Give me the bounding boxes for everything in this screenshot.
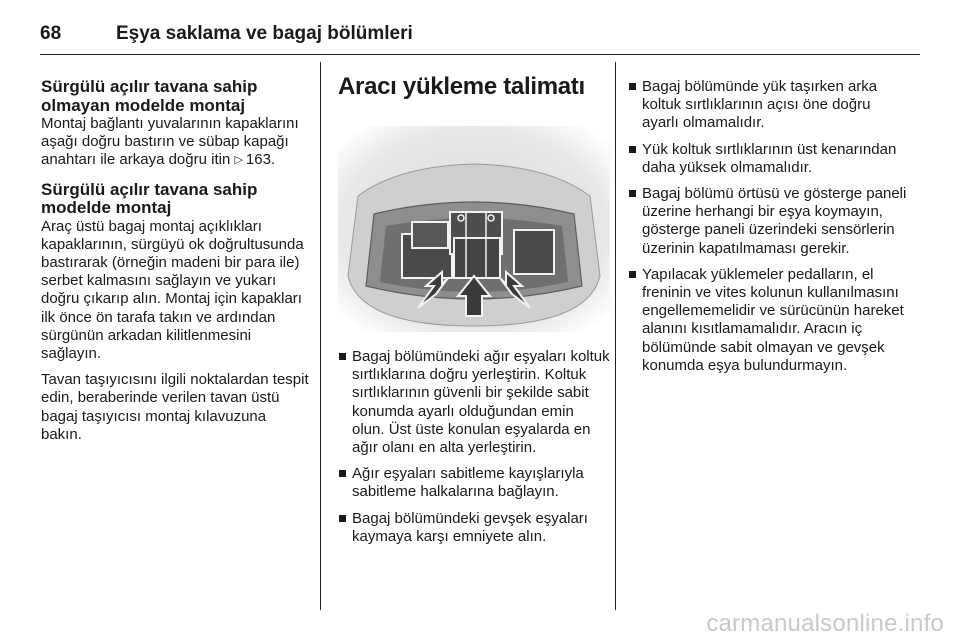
list-item (628, 266, 908, 375)
section-body-sunroof-1: Araç üstü bagaj montaj açıklıkları kapaklarının, sürgüyü ok doğrultusunda bastırarak (örneğin madeni bir para ile) serbet kalmasını sağlayın ve yukarı doğru çıkarıp alın. Montaj için kapakları ilk önce ön tarafa takın ve ardından sürgünün arkadan kilitlenmesini sağlayın. (41, 217, 304, 363)
list-item-text: Bagaj bölümünde yük taşırken arka koltuk sırtlıklarının açısı öne doğru ayarlı olmamalıdır. (642, 78, 878, 132)
list-item (338, 465, 610, 501)
bullet-square-icon (339, 515, 346, 522)
loading-warnings-list (628, 78, 908, 375)
bullet-square-icon (339, 353, 346, 360)
list-item (338, 510, 610, 546)
list-item (338, 348, 610, 457)
list-item-text: Yük koltuk sırtlıklarının üst kenarından daha yüksek olmamalıdır. (642, 140, 897, 176)
list-item (628, 141, 908, 177)
bullet-square-icon (629, 271, 636, 278)
section-body-no-sunroof (41, 115, 309, 171)
list-item-text: Yapılacak yüklemeler pedalların, el freninin ve vites kolunun kullanılmasını engellememelidir ve sürücünün hareket alanını kısıtlamamalıdır. Aracın iç bölümünde sabit olmayan ve gevşek konumda eşya bulundurmayın. (642, 265, 904, 374)
middle-column-list (338, 348, 610, 554)
middle-column (338, 72, 610, 100)
page-header (40, 14, 920, 55)
page-reference[interactable]: 163. (245, 151, 276, 169)
reference-arrow-icon: ▷ (234, 154, 243, 167)
body-text: Montaj bağlantı yuvalarının kapaklarını aşağı doğru bastırın ve sübap kapağı anahtarı ile arkaya doğru itin (41, 115, 299, 169)
bullet-square-icon (629, 146, 636, 153)
section-heading-no-sunroof: Sürgülü açılır tavana sahip olmayan modelde montaj (41, 77, 258, 115)
chapter-title: Eşya saklama ve bagaj bölümleri (116, 23, 413, 44)
car-trunk-loading-illustration (338, 126, 610, 332)
list-item-text: Ağır eşyaları sabitleme kayışlarıyla sabitleme halkalarına bağlayın. (352, 465, 584, 501)
bullet-square-icon (339, 470, 346, 477)
page-number: 68 (40, 23, 62, 44)
list-item-text: Bagaj bölümü örtüsü ve gösterge paneli üzerine herhangi bir eşya koymayın, gösterge paneli üzerindeki sensörlerin üzerinin kapatılmaması gerekir. (642, 185, 907, 257)
watermark-text: carmanualsonline.info (706, 610, 944, 637)
bullet-square-icon (629, 190, 636, 197)
section-heading-sunroof: Sürgülü açılır tavana sahip modelde montaj (41, 179, 258, 218)
section-heading-loading: Aracı yükleme talimatı (338, 73, 585, 100)
section-body-sunroof-2: Tavan taşıyıcısını ilgili noktalardan tespit edin, beraberinde verilen tavan üstü bagaj taşıyıcısı montaj kılavuzuna bakın. (41, 371, 309, 443)
bullet-square-icon (629, 83, 636, 90)
column-divider (615, 62, 616, 610)
loading-instructions-list (338, 348, 610, 546)
right-column (628, 78, 908, 383)
list-item-text: Bagaj bölümündeki ağır eşyaları koltuk sırtlıklarına doğru yerleştirin. Koltuk sırtlıklarının güvenli bir şekilde sabit konumda ayarlı olduğundan emin olun. Üst üste konulan eşyalarda en ağır olanı en alta yerleştirin. (352, 348, 610, 457)
column-divider (320, 62, 321, 610)
list-item-text: Bagaj bölümündeki gevşek eşyaları kaymaya karşı emniyete alın. (352, 509, 588, 545)
list-item (628, 78, 908, 133)
left-column (41, 78, 309, 452)
list-item (628, 185, 908, 258)
